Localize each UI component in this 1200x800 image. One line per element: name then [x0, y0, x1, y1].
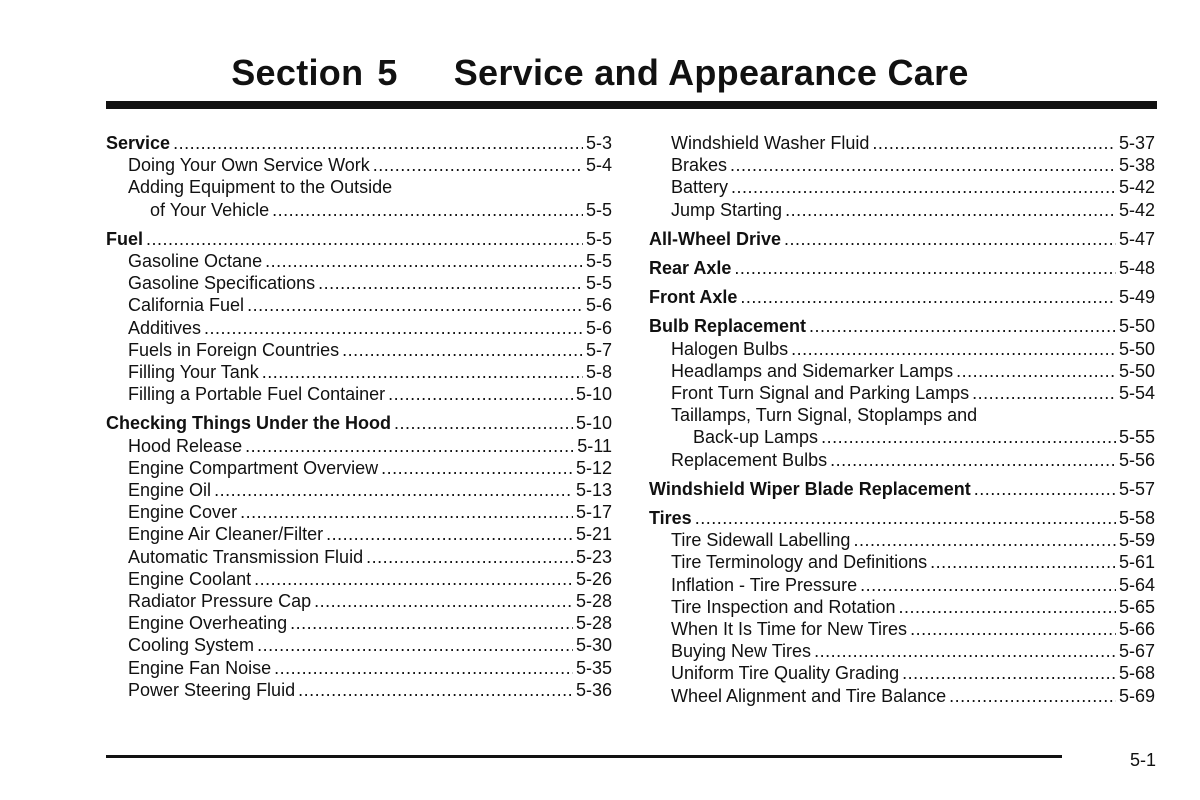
toc-entry-label: Engine Oil [128, 480, 212, 501]
dot-leader [314, 590, 573, 612]
toc-entry[interactable] [106, 435, 612, 457]
toc-entry-page: 5-55 [1118, 427, 1155, 448]
toc-entry-label: Engine Air Cleaner/Filter [128, 524, 324, 545]
toc-entry-page: 5-35 [575, 657, 612, 678]
toc-right-column [649, 132, 1155, 707]
dot-leader [204, 317, 583, 339]
toc-entry[interactable] [649, 404, 1155, 426]
toc-entry-label: Gasoline Specifications [128, 273, 316, 294]
dot-leader [342, 339, 583, 361]
dot-leader [318, 272, 583, 294]
toc-entry-page: 5-58 [1118, 508, 1155, 529]
toc-entry[interactable] [106, 272, 612, 294]
dot-leader [740, 286, 1116, 308]
toc-entry-label: Fuels in Foreign Countries [128, 339, 340, 360]
dot-leader [290, 612, 573, 634]
dot-leader [898, 596, 1116, 618]
toc-entry[interactable] [106, 154, 612, 176]
toc-section-entry[interactable] [649, 228, 1155, 250]
toc-entry-page: 5-50 [1118, 338, 1155, 359]
toc-entry-page: 5-66 [1118, 619, 1155, 640]
dot-leader [930, 551, 1116, 573]
toc-entry[interactable] [649, 338, 1155, 360]
toc-entry-label: Uniform Tire Quality Grading [671, 663, 900, 684]
dot-leader [394, 412, 573, 434]
footer-rule [106, 755, 1062, 758]
dot-leader [730, 154, 1116, 176]
toc-entry[interactable] [106, 479, 612, 501]
toc-entry[interactable] [106, 457, 612, 479]
toc-entry[interactable] [649, 574, 1155, 596]
toc-entry[interactable] [106, 612, 612, 634]
toc-entry-page: 5-10 [575, 384, 612, 405]
toc-entry-page: 5-57 [1118, 478, 1155, 499]
dot-leader [254, 568, 573, 590]
toc-entry-page: 5-30 [575, 635, 612, 656]
toc-entry-label: Tires [649, 508, 692, 529]
section-heading [0, 52, 1200, 94]
toc-entry[interactable] [649, 449, 1155, 471]
toc-entry-page: 5-5 [585, 273, 612, 294]
dot-leader [272, 199, 583, 221]
toc-entry-label: Halogen Bulbs [671, 338, 789, 359]
dot-leader [373, 154, 583, 176]
toc-section-entry[interactable] [106, 132, 612, 154]
dot-leader [974, 478, 1116, 500]
toc-entry-label: Wheel Alignment and Tire Balance [671, 685, 947, 706]
toc-entry[interactable] [649, 529, 1155, 551]
toc-entry-page: 5-5 [585, 251, 612, 272]
toc-entry-page: 5-47 [1118, 228, 1155, 249]
toc-entry-label: Fuel [106, 228, 144, 249]
dot-leader [814, 640, 1116, 662]
toc-entry[interactable] [649, 382, 1155, 404]
toc-entry-label: Taillamps, Turn Signal, Stoplamps and [671, 405, 978, 426]
toc-entry-page: 5-48 [1118, 258, 1155, 279]
toc-entry-page: 5-37 [1118, 133, 1155, 153]
toc-entry[interactable] [649, 640, 1155, 662]
toc-entry[interactable] [649, 132, 1155, 154]
dot-leader [247, 294, 583, 316]
toc-entry-page: 5-6 [585, 317, 612, 338]
toc-entry-page: 5-69 [1118, 685, 1155, 706]
dot-leader [784, 228, 1116, 250]
toc-entry[interactable] [106, 501, 612, 523]
toc-entry-label: Engine Cover [128, 502, 238, 523]
toc-entry-label: Front Axle [649, 287, 738, 308]
toc-section-entry[interactable] [649, 507, 1155, 529]
toc-entry-page: 5-59 [1118, 530, 1155, 551]
heading-rule [106, 101, 1157, 109]
toc-entry-page: 5-11 [577, 435, 612, 456]
toc-entry-label: Power Steering Fluid [128, 679, 296, 700]
toc-section-entry[interactable] [106, 228, 612, 250]
toc-entry-label: Jump Starting [671, 199, 783, 220]
toc-entry-page: 5-67 [1118, 641, 1155, 662]
toc-entry-page: 5-64 [1118, 574, 1155, 595]
toc-entry-page: 5-50 [1118, 360, 1155, 381]
toc-entry-page: 5-42 [1118, 177, 1155, 198]
toc-entry-page: 5-4 [585, 155, 612, 176]
toc-entry-label: Automatic Transmission Fluid [128, 546, 364, 567]
toc-entry[interactable] [649, 176, 1155, 198]
toc-entry[interactable] [649, 596, 1155, 618]
toc-left-column [106, 132, 612, 701]
toc-entry[interactable] [106, 590, 612, 612]
dot-leader [214, 479, 573, 501]
toc-entry-page: 5-61 [1118, 552, 1155, 573]
toc-section-entry[interactable] [649, 257, 1155, 279]
dot-leader [240, 501, 573, 523]
toc-entry[interactable] [106, 657, 612, 679]
toc-entry-page: 5-12 [575, 457, 612, 478]
toc-entry-label: of Your Vehicle [150, 199, 270, 220]
toc-section-entry[interactable] [106, 412, 612, 434]
toc-entry-label: Rear Axle [649, 258, 732, 279]
dot-leader [173, 132, 583, 154]
toc-entry[interactable] [106, 523, 612, 545]
toc-entry-label: Tire Inspection and Rotation [671, 596, 896, 617]
dot-leader [830, 449, 1116, 471]
toc-entry-page: 5-42 [1118, 199, 1155, 220]
dot-leader [262, 361, 583, 383]
toc-entry[interactable] [106, 176, 612, 198]
dot-leader [274, 657, 573, 679]
dot-leader [326, 523, 573, 545]
toc-entry-page: 5-49 [1118, 287, 1155, 308]
section-label: Section [231, 52, 364, 93]
dot-leader [245, 435, 574, 457]
toc-entry[interactable] [106, 199, 612, 221]
toc-entry-page: 5-23 [575, 546, 612, 567]
toc-entry[interactable] [649, 618, 1155, 640]
section-number: 5 [377, 52, 398, 93]
toc-entry-label: Bulb Replacement [649, 316, 807, 337]
toc-entry-page: 5-68 [1118, 663, 1155, 684]
toc-entry-page: 5-5 [585, 228, 612, 249]
dot-leader [872, 132, 1116, 154]
toc-entry-page: 5-17 [575, 502, 612, 523]
toc-entry-label: Engine Fan Noise [128, 657, 272, 678]
toc-entry-page: 5-8 [585, 362, 612, 383]
toc-entry-page: 5-10 [575, 413, 612, 434]
toc-entry[interactable] [106, 679, 612, 701]
toc-entry-label: Engine Compartment Overview [128, 457, 379, 478]
toc-entry[interactable] [649, 685, 1155, 707]
toc-entry[interactable] [106, 294, 612, 316]
toc-entry-page: 5-13 [575, 480, 612, 501]
toc-entry-page: 5-28 [575, 613, 612, 634]
page-number: 5-1 [1129, 750, 1156, 770]
toc-entry-label: Tire Terminology and Definitions [671, 552, 928, 573]
toc-entry[interactable] [649, 551, 1155, 573]
toc-entry-page: 5-26 [575, 568, 612, 589]
toc-entry-label: Buying New Tires [671, 641, 812, 662]
toc-entry[interactable] [106, 568, 612, 590]
toc-entry-label: Front Turn Signal and Parking Lamps [671, 383, 970, 404]
toc-entry-label: All-Wheel Drive [649, 228, 782, 249]
toc-entry-label: Windshield Washer Fluid [671, 133, 870, 153]
dot-leader [265, 250, 583, 272]
toc-entry-label: California Fuel [128, 295, 245, 316]
toc-section-entry[interactable] [649, 315, 1155, 337]
toc-entry-page: 5-38 [1118, 155, 1155, 176]
toc-entry-label: Tire Sidewall Labelling [671, 530, 851, 551]
toc-entry-page: 5-50 [1118, 316, 1155, 337]
dot-leader [853, 529, 1116, 551]
toc-section-entry[interactable] [649, 286, 1155, 308]
dot-leader [972, 382, 1116, 404]
dot-leader [298, 679, 573, 701]
toc-entry-page: 5-5 [585, 199, 612, 220]
toc-section-entry[interactable] [649, 478, 1155, 500]
dot-leader [821, 426, 1116, 448]
toc-entry-page: 5-6 [585, 295, 612, 316]
toc-entry-label: Radiator Pressure Cap [128, 591, 312, 612]
toc-entry-label: Gasoline Octane [128, 251, 263, 272]
dot-leader [785, 199, 1116, 221]
dot-leader [956, 360, 1116, 382]
toc-entry[interactable] [106, 546, 612, 568]
dot-leader [949, 685, 1116, 707]
toc-entry[interactable] [649, 154, 1155, 176]
toc-entry-label: Checking Things Under the Hood [106, 413, 392, 434]
dot-leader [902, 662, 1116, 684]
toc-entry-page: 5-56 [1118, 449, 1155, 470]
toc-entry-page: 5-65 [1118, 596, 1155, 617]
toc-entry[interactable] [106, 361, 612, 383]
toc-entry-label: Doing Your Own Service Work [128, 155, 370, 176]
toc-entry-label: Back-up Lamps [693, 427, 819, 448]
toc-entry-label: Engine Overheating [128, 613, 288, 634]
dot-leader [791, 338, 1116, 360]
toc-entry[interactable] [649, 662, 1155, 684]
dot-leader [734, 257, 1116, 279]
toc-entry[interactable] [649, 199, 1155, 221]
toc-entry-page: 5-36 [575, 679, 612, 700]
dot-leader [146, 228, 583, 250]
dot-leader [731, 176, 1116, 198]
dot-leader [910, 618, 1116, 640]
toc-entry-label: Brakes [671, 155, 728, 176]
toc-entry-page: 5-28 [575, 591, 612, 612]
toc-entry[interactable] [649, 426, 1155, 448]
toc-entry-label: Replacement Bulbs [671, 449, 828, 470]
dot-leader [388, 383, 573, 405]
dot-leader [366, 546, 573, 568]
toc-entry[interactable] [106, 383, 612, 405]
toc-entry-label: Additives [128, 317, 202, 338]
toc-entry[interactable] [106, 250, 612, 272]
toc-entry-label: Engine Coolant [128, 568, 252, 589]
dot-leader [695, 507, 1116, 529]
dot-leader [381, 457, 573, 479]
toc-entry[interactable] [106, 339, 612, 361]
toc-entry[interactable] [106, 317, 612, 339]
toc-entry-label: Filling a Portable Fuel Container [128, 384, 386, 405]
toc-entry-label: Headlamps and Sidemarker Lamps [671, 360, 954, 381]
toc-entry-label: Service [106, 133, 171, 153]
toc-entry-page: 5-7 [585, 339, 612, 360]
dot-leader [809, 315, 1116, 337]
section-title: Service and Appearance Care [453, 52, 969, 93]
toc-entry-page: 5-21 [575, 524, 612, 545]
toc-entry[interactable] [649, 360, 1155, 382]
toc-entry-label: When It Is Time for New Tires [671, 619, 908, 640]
dot-leader [860, 574, 1116, 596]
toc-entry-label: Filling Your Tank [128, 362, 259, 383]
toc-entry-label: Hood Release [128, 435, 243, 456]
toc-entry-label: Adding Equipment to the Outside [128, 177, 393, 198]
toc-entry-page: 5-54 [1118, 383, 1155, 404]
toc-entry-label: Inflation - Tire Pressure [671, 574, 858, 595]
toc-entry-label: Cooling System [128, 635, 255, 656]
dot-leader [257, 634, 573, 656]
toc-entry-page: 5-3 [585, 133, 612, 153]
toc-entry[interactable] [106, 634, 612, 656]
toc-entry-label: Battery [671, 177, 729, 198]
toc-entry-label: Windshield Wiper Blade Replacement [649, 478, 971, 499]
